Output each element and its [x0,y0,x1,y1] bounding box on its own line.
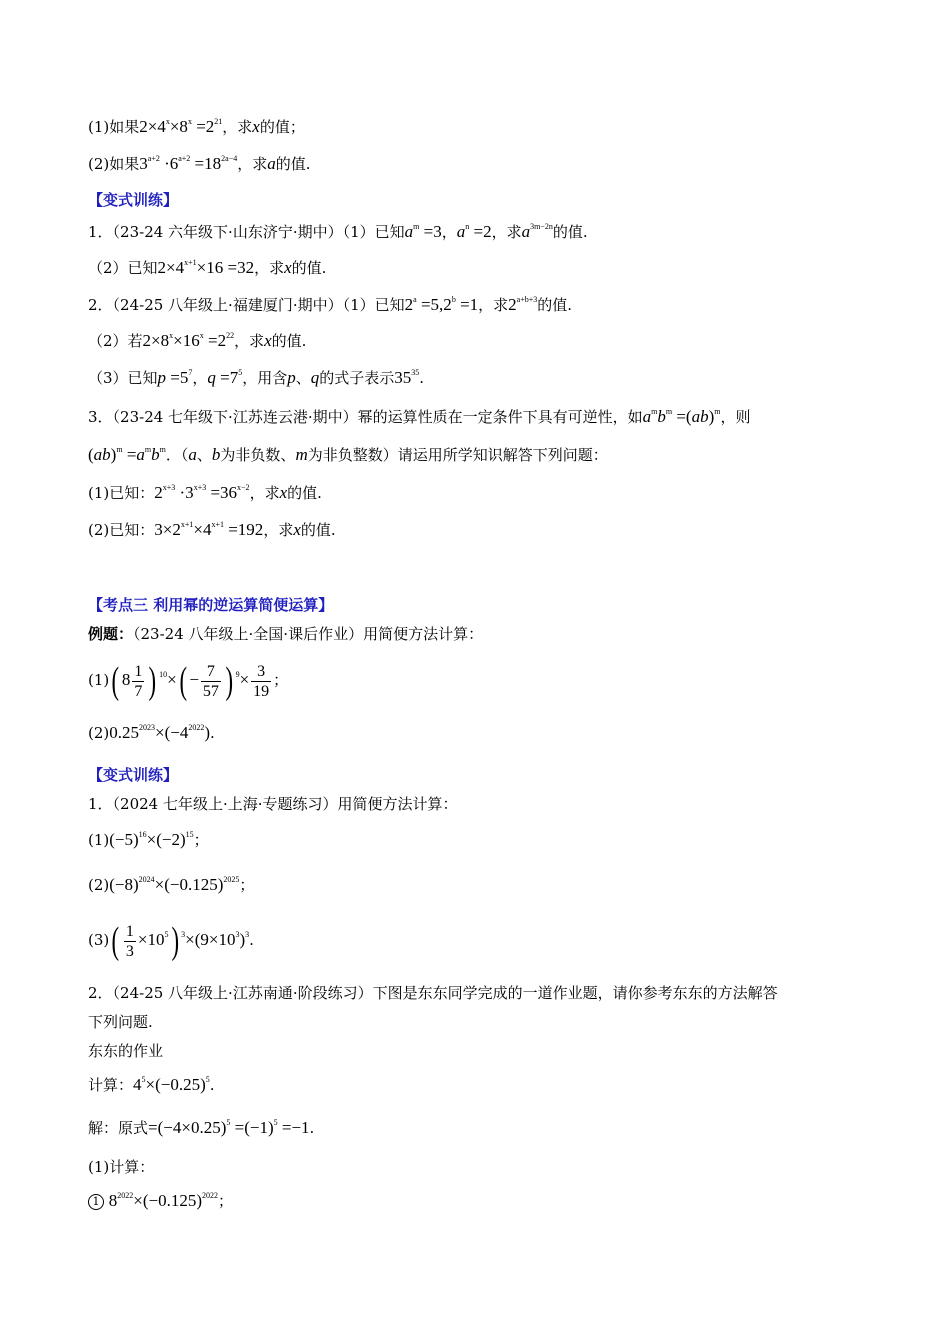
q-prefix: (1)如果 [88,118,140,136]
formula: $=(-4\times 0.25)^5 =(-1)^5 =-1$ [148,1118,310,1137]
formula: $p =5^7$ [157,368,193,387]
formula: $35^{35}$ [394,368,420,387]
w2-part-1-item-1: 1 $8^{2022}\times(-0.125)^{2022}$； [88,1190,233,1212]
source-tag: （23-24 七年级下·江苏连云港·期中） [112,408,358,426]
formula: $3^{a+2} \cdot 6^{a+2} =18^{2a-4}$ [139,154,238,173]
homework-solution: 解：原式$=(-4\times 0.25)^5 =(-1)^5 =-1$. [88,1118,315,1137]
example-part-1: (1)( 8 $\frac{1}{7}$ ) $^{10}$×( − $\frac{7}{57}$ ) $^9$× $\frac{3}{19}$ ； [88,660,289,703]
variant-3-part-2: (2)已知：$3\times 2^{x+1}\times 4^{x+1} =192$，求x的值. [88,520,336,539]
source-tag: （23-24 六年级下·山东济宁·期中） [112,223,343,241]
top-question-2: (2)如果$3^{a+2} \cdot 6^{a+2} =18^{2a-4}$，求a的值. [88,154,311,173]
formula: $(-5)^{16}\times(-2)^{15}$ [109,830,194,849]
formula: $3\times 2^{x+1}\times 4^{x+1} =192$ [154,520,264,539]
variant-3-part-1: (1)已知：$2^{x+3} \cdot 3^{x+3} =36^{x-2}$，求x的值. [88,483,322,502]
formula: ( $\frac{1}{3}$ $\times 10^5$) $^3\times(9\times 10^3)^3$ [111,920,250,963]
example-part-2: $(2)0.25^{2023}\times(-4^{2022})$. [88,723,215,742]
formula: $2^{x+3} \cdot 3^{x+3} =36^{x-2}$ [154,483,250,502]
formula: $a^m =3$ [404,222,442,241]
variant-1-part-2: （2）已知$2\times 4^{x+1}\times 16 =32$，求x的值. [88,258,327,277]
formula: $(ab)^m =a^mb^m$ [88,445,166,464]
formula: $2^a =5,2^b =1$ [404,295,479,314]
variant-3-line-2: $(ab)^m =a^mb^m$．（a、b为非负数、m为非负整数）请运用所学知识解答下列问题： [88,445,608,464]
formula: $a^mb^m =(ab)^m$ [642,407,721,426]
formula: $2\times 4^x\times 8^x =2^{21}$ [139,117,223,136]
formula: $2\times 8^x\times 16^x =2^{22}$ [142,331,235,350]
formula: $2\times 4^{x+1}\times 16 =32$ [157,258,255,277]
source-tag: （24-25 八年级上·福建厦门·期中） [112,296,343,314]
formula: ( 8 $\frac{1}{7}$ ) $^{10}$×( − $\frac{7}{57}$ ) $^9$× $\frac{3}{19}$ [111,660,270,703]
homework-calc: 计算：$4^5\times(-0.25)^5$. [88,1075,215,1094]
w1-part-3: (3)( $\frac{1}{3}$ $\times 10^5$) $^3\times(9\times 10^3)^3$. [88,920,254,963]
variant-3-line-1: 3．（23-24 七年级下·江苏连云港·期中）幂的运算性质在一定条件下具有可逆性，如$a^mb^m =(ab)^m$，则 [88,407,751,426]
formula: $0.25^{2023}\times(-4^{2022})$ [109,723,211,742]
example-intro: 例题：（23-24 八年级上·全国·课后作业）用简便方法计算： [88,625,484,643]
w2-line-1: 2．（24-25 八年级上·江苏南通·阶段练习）下图是东东同学完成的一道作业题，请你参考东东的方法解答 [88,984,778,1002]
formula: $(-8)^{2024}\times(-0.125)^{2025}$ [109,875,240,894]
homework-title: 东东的作业 [88,1042,164,1060]
formula: $8^{2022}\times(-0.125)^{2022}$ [108,1191,219,1210]
variant-2-part-3: （3）已知$p =5^7$，$q =7^5$，用含p、q的式子表示$35^{35}$. [88,368,425,387]
w1-intro: 1．（2024 七年级上·上海·专题练习）用简便方法计算： [88,795,458,813]
w2-part-1-label: (1)计算： [88,1158,155,1176]
key-point-3-heading: 【考点三 利用幂的逆运算简便运算】 [88,596,334,614]
variant-2-part-2: （2）若$2\times 8^x\times 16^x =2^{22}$，求x的值. [88,331,307,350]
formula: $a^n =2$ [456,222,492,241]
circled-number: 1 [88,1194,104,1210]
w1-part-2: $(2)(-8)^{2024}\times(-0.125)^{2025}$； [88,875,255,894]
formula: $q =7^5$ [207,368,243,387]
formula: $4^5\times(-0.25)^5$ [133,1075,210,1094]
top-question-1: (1)如果$2\times 4^x\times 8^x =2^{21}$，求x的值； [88,117,305,136]
variant-1-part-1: 1．（23-24 六年级下·山东济宁·期中）（1）已知$a^m =3$，$a^n =2$，求$a^{3m-2n}$的值. [88,222,588,241]
variant-training-heading: 【变式训练】 [88,191,179,209]
w2-line-2: 下列问题. [88,1013,153,1031]
variant-2-part-1: 2．（24-25 八年级上·福建厦门·期中）（1）已知$2^a =5,2^b =1$，求$2^{a+b+3}$的值. [88,295,573,314]
variant-training-heading-2: 【变式训练】 [88,766,179,784]
w1-part-1: $(1)(-5)^{16}\times(-2)^{15}$； [88,830,209,849]
formula: $a^{3m-2n}$ [521,222,553,241]
formula: $2^{a+b+3}$ [508,295,538,314]
